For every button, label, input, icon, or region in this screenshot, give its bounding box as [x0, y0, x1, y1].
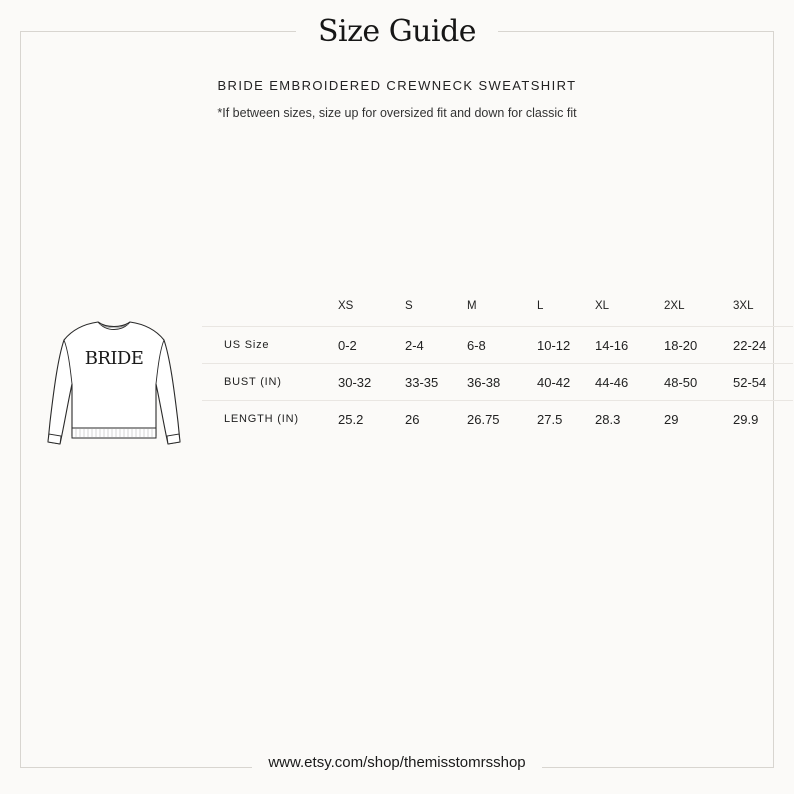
table-cell: 52-54	[733, 364, 793, 401]
table-cell: 14-16	[595, 327, 664, 364]
fit-note: *If between sizes, size up for oversized fit and down for classic fit	[217, 106, 577, 120]
table-cell: 30-32	[338, 364, 405, 401]
row-label: LENGTH (IN)	[202, 401, 338, 438]
table-row	[202, 327, 793, 364]
size-header: 2XL	[664, 300, 685, 312]
table-cell: 29	[664, 401, 733, 438]
page-title: Size Guide	[296, 10, 498, 54]
size-header: 3XL	[733, 300, 754, 312]
table-cell: 10-12	[537, 327, 595, 364]
size-header: L	[537, 300, 544, 312]
row-label: US Size	[202, 327, 338, 364]
footer	[0, 752, 794, 774]
table-cell: 33-35	[405, 364, 467, 401]
shop-url-link[interactable]: www.etsy.com/shop/themisstomrsshop	[252, 752, 541, 774]
table-cell: 48-50	[664, 364, 733, 401]
table-cell: 36-38	[467, 364, 537, 401]
product-name: BRIDE EMBROIDERED CREWNECK SWEATSHIRT	[217, 78, 577, 93]
table-cell: 0-2	[338, 327, 405, 364]
table-cell: 18-20	[664, 327, 733, 364]
table-cell: 40-42	[537, 364, 595, 401]
sweatshirt-print: BRIDE	[84, 348, 144, 369]
table-cell: 26	[405, 401, 467, 438]
table-cell: 26.75	[467, 401, 537, 438]
table-cell: 22-24	[733, 327, 793, 364]
table-cell: 2-4	[405, 327, 467, 364]
sweatshirt-drawing	[40, 318, 188, 454]
size-header: M	[467, 300, 477, 312]
size-header-row	[202, 300, 793, 327]
table-cell: 29.9	[733, 401, 793, 438]
table-cell: 25.2	[338, 401, 405, 438]
title-wrap	[0, 10, 794, 54]
corner-cell	[202, 300, 338, 327]
size-header: S	[405, 300, 413, 312]
size-header: XS	[338, 300, 354, 312]
table-cell: 28.3	[595, 401, 664, 438]
table-cell: 27.5	[537, 401, 595, 438]
sweatshirt-icon	[40, 318, 188, 454]
size-header: XL	[595, 300, 610, 312]
size-table	[202, 300, 793, 437]
table-row	[202, 401, 793, 438]
row-label: BUST (IN)	[202, 364, 338, 401]
table-row	[202, 364, 793, 401]
table-cell: 6-8	[467, 327, 537, 364]
table-cell: 44-46	[595, 364, 664, 401]
